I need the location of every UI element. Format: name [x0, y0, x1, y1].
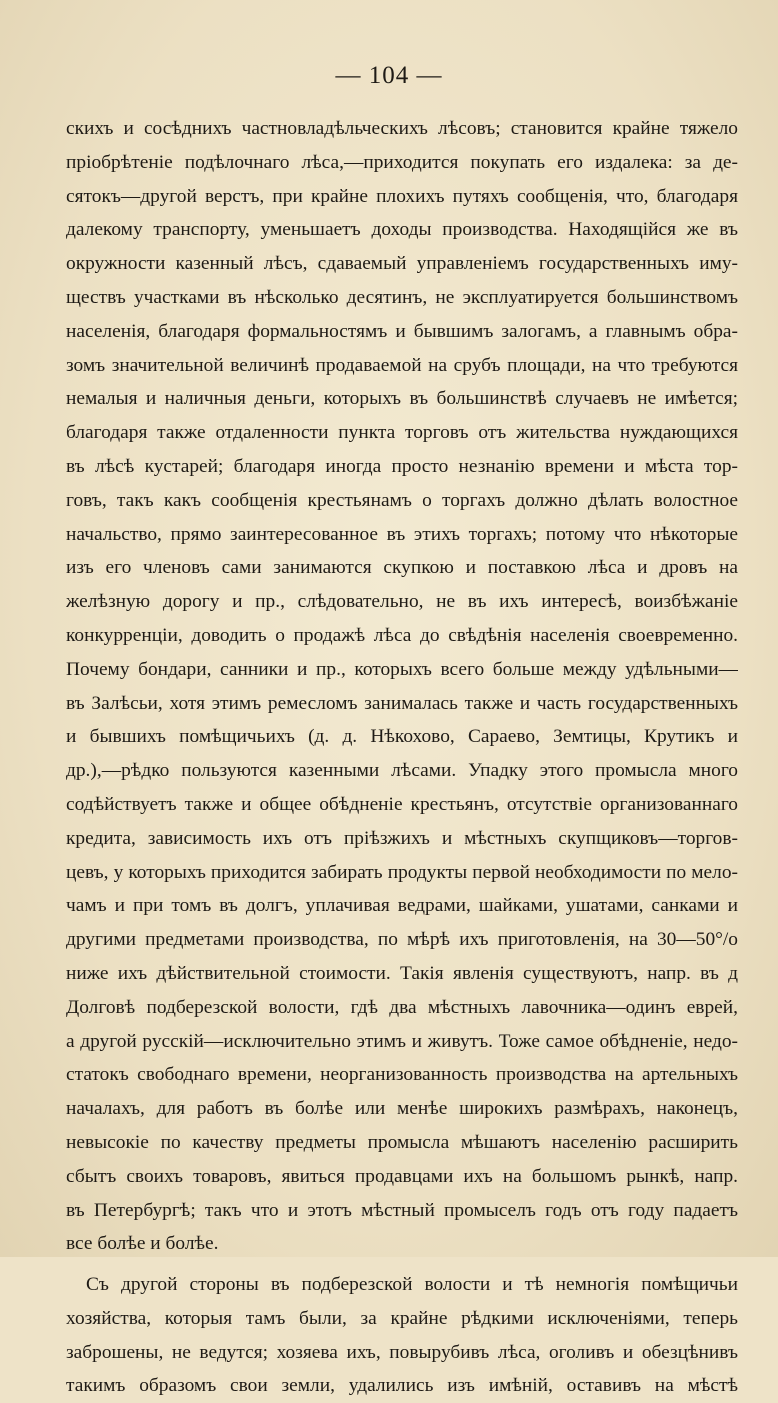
text-line: въ Залѣсьи, хотя этимъ ремесломъ занималась также и часть государственныхъ	[66, 692, 738, 714]
text-line: сятокъ—другой верстъ, при крайне плохихъ путяхъ сообщенія, что, благодаря	[66, 185, 738, 207]
text-line: Долговѣ подберезской волости, гдѣ два мѣстныхъ лавочника—одинъ еврей,	[66, 996, 738, 1018]
text-line: и бывшихъ помѣщичьихъ (д. д. Нѣкохово, Сараево, Земтицы, Крутикъ и	[66, 726, 738, 748]
paragraph	[66, 1268, 738, 1403]
text-line: сбытъ своихъ товаровъ, явиться продавцами ихъ на большомъ рынкѣ, напр.	[66, 1165, 738, 1187]
text-line: зомъ значительной величинѣ продаваемой на срубъ площади, на что требуются	[66, 354, 738, 376]
text-line: ществъ участками въ нѣсколько десятинъ, не эксплуатируется большинствомъ	[66, 286, 738, 308]
text-line: чамъ и при томъ въ долгъ, уплачивая ведрами, шайками, ушатами, санками и	[66, 895, 738, 917]
text-line: благодаря также отдаленности пункта торговъ отъ жительства нуждающихся	[66, 422, 738, 444]
text-line: въ Петербургѣ; такъ что и этотъ мѣстный промыселъ годъ отъ году падаетъ	[66, 1199, 738, 1221]
page-number: — 104 —	[335, 62, 443, 89]
text-line: желѣзную дорогу и пр., слѣдовательно, не въ ихъ интересѣ, воизбѣжаніе	[66, 591, 738, 613]
text-line: населенія, благодаря формальностямъ и бывшимъ залогамъ, а главнымъ обра-	[66, 320, 738, 342]
text-line: а другой русскій—исключительно этимъ и живутъ. Тоже самое обѣдненіе, недо-	[66, 1030, 738, 1052]
text-line: хозяйства, которыя тамъ были, за крайне рѣдкими исключеніями, теперь	[66, 1307, 738, 1329]
text-line: другими предметами производства, по мѣрѣ ихъ приготовленія, на 30—50°/о	[66, 929, 738, 951]
text-line: невысокіе по качеству предметы промысла мѣшаютъ населенію расширить	[66, 1131, 738, 1153]
text-line: цевъ, у которыхъ приходится забирать продукты первой необходимости по мело-	[66, 861, 738, 883]
paragraph	[66, 112, 738, 1261]
text-line: Почему бондари, санники и пр., которыхъ всего больше между удѣльными—	[66, 658, 738, 680]
text-line: др.),—рѣдко пользуются казенными лѣсами. Упадку этого промысла много	[66, 760, 738, 782]
text-line: началахъ, для работъ въ болѣе или менѣе широкихъ размѣрахъ, наконецъ,	[66, 1098, 738, 1120]
text-line: ниже ихъ дѣйствительной стоимости. Такія явленія существуютъ, напр. въ д	[66, 962, 738, 984]
text-line: Съ другой стороны въ подберезской волости и тѣ немногія помѣщичьи	[86, 1274, 738, 1296]
text-line: изъ его членовъ сами занимаются скупкою и поставкою лѣса и дровъ на	[66, 557, 738, 579]
text-line: говъ, такъ какъ сообщенія крестьянамъ о торгахъ должно дѣлать волостное	[66, 489, 738, 511]
text-line: все болѣе и болѣе.	[66, 1233, 219, 1255]
text-line: конкурренціи, доводить о продажѣ лѣса до свѣдѣнія населенія своевременно.	[66, 624, 738, 646]
text-line: заброшены, не ведутся; хозяева ихъ, повырубивъ лѣса, оголивъ и обезцѣнивъ	[66, 1341, 738, 1363]
text-line: статокъ свободнаго времени, неорганизованность производства на артельныхъ	[66, 1064, 738, 1086]
body-text	[66, 112, 738, 1403]
text-line: пріобрѣтеніе подѣлочнаго лѣса,—приходится покупать его издалека: за де-	[66, 151, 738, 173]
text-line: содѣйствуетъ также и общее обѣдненіе крестьянъ, отсутствіе организованнаго	[66, 793, 738, 815]
text-line: такимъ образомъ свои земли, удалились изъ имѣній, оставивъ на мѣстѣ	[66, 1375, 738, 1397]
text-line: начальство, прямо заинтересованное въ этихъ торгахъ; потому что нѣкоторые	[66, 523, 738, 545]
text-line: скихъ и сосѣднихъ частновладѣльческихъ лѣсовъ; становится крайне тяжело	[66, 118, 738, 139]
paragraph-gap	[66, 1261, 738, 1268]
text-line: въ лѣсѣ кустарей; благодаря иногда просто незнанію времени и мѣста тор-	[66, 455, 738, 477]
text-line: немалыя и наличныя деньги, которыхъ въ большинствѣ случаевъ не имѣется;	[66, 388, 738, 410]
text-line: окружности казенный лѣсъ, сдаваемый управленіемъ государственныхъ иму-	[66, 253, 738, 275]
text-line: далекому транспорту, уменьшаетъ доходы производства. Находящійся же въ	[66, 219, 738, 241]
text-line: кредита, зависимость ихъ отъ пріѣзжихъ и мѣстныхъ скупщиковъ—торгов-	[66, 827, 738, 849]
